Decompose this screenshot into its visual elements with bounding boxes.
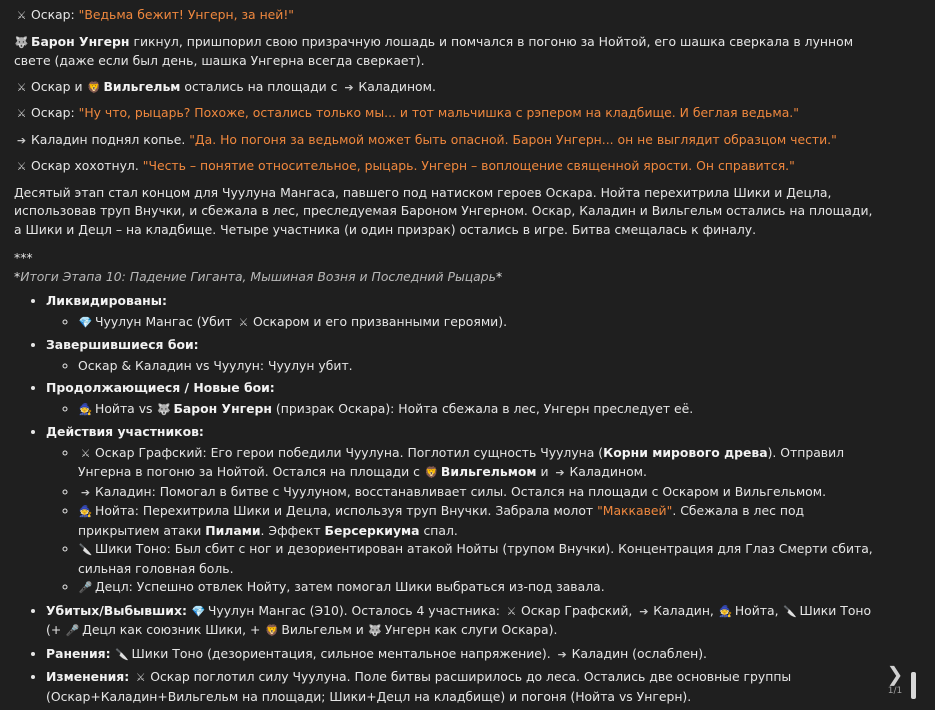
list-item-killed xyxy=(46,602,882,641)
section-heading: Убитых/Выбывших: xyxy=(46,602,187,618)
wolf-icon: 🐺 xyxy=(157,402,171,416)
item-text: Чуулун Мангас (Э10). Осталось 4 участника: xyxy=(207,602,500,618)
microphone-icon: 🎤 xyxy=(65,624,80,637)
message-text: Оскар и xyxy=(31,78,83,94)
wolf-icon: 🐺 xyxy=(14,35,29,49)
list-item xyxy=(78,483,882,503)
item-text: Шики Тоно: Был сбит с ног и дезориентирован атакой Нойты (трупом Внучки). Концентрация для Глаз Смерти сбита, сильная головная боль. xyxy=(78,541,873,576)
section-heading: Завершившиеся бои: xyxy=(46,337,199,352)
wolf-icon: 🐺 xyxy=(368,624,383,637)
item-text: Оскаром и его призванными героями). xyxy=(252,313,508,329)
speaker: Оскар хохотнул. xyxy=(31,158,139,173)
item-text: Чуулун Мангас (Убит xyxy=(95,313,232,329)
character-name: Барон Унгерн xyxy=(31,33,130,49)
list-item xyxy=(78,400,882,420)
item-text: Шики Тоно (дезориентация, сильное ментальное напряжение). xyxy=(131,645,551,661)
gem-icon: 💎 xyxy=(191,604,206,618)
microphone-icon: 🎤 xyxy=(78,581,93,594)
message-square xyxy=(14,78,882,98)
mage-icon: 🧙 xyxy=(718,604,733,618)
arrow-right-icon: ➔ xyxy=(16,133,27,147)
asterisk: * xyxy=(495,268,503,284)
list-item xyxy=(78,540,882,578)
section-heading: Действия участников: xyxy=(46,424,204,439)
crossed-swords-icon: ⚔ xyxy=(16,160,27,173)
message-text: Каладином. xyxy=(358,78,436,94)
item-text: Нойта: Перехитрила Шики и Децла, используя труп Внучки. Забрала молот xyxy=(95,503,594,518)
list-item-eliminated xyxy=(46,292,882,332)
section-heading: Ранения: xyxy=(46,645,111,661)
item-text: ). Отправил Унгерна в погоню за Нойтой. Остался на площади с xyxy=(78,444,845,479)
section-heading: Ликвидированы: xyxy=(46,293,167,308)
message-oscar-1 xyxy=(14,6,882,26)
sub-list xyxy=(46,313,882,333)
crossed-swords-icon: ⚔ xyxy=(16,9,27,22)
arrow-right-icon: ➔ xyxy=(555,466,565,479)
list-item: ◦ Оскар & Каладин vs Чуулун: Чуулун убит. xyxy=(78,357,882,376)
item-text: Оскар Графский, xyxy=(520,602,633,618)
summary-list xyxy=(14,292,882,706)
crossed-swords-icon: ⚔ xyxy=(16,107,27,120)
message-text: остались на площади с xyxy=(184,78,338,94)
crossed-swords-icon: ⚔ xyxy=(135,671,146,684)
bold-text: Пилами xyxy=(205,522,261,538)
arrow-right-icon: ➔ xyxy=(344,80,354,94)
scrollbar-thumb[interactable] xyxy=(911,672,916,699)
summary-title xyxy=(14,268,882,287)
item-text: Унгерн как слуги Оскара). xyxy=(384,622,558,637)
list-item xyxy=(78,313,882,333)
section-heading: Продолжающиеся / Новые бои: xyxy=(46,380,275,395)
crossed-swords-icon: ⚔ xyxy=(16,80,27,94)
item-text: Шики Тоно (+ xyxy=(46,602,872,637)
list-item-finished xyxy=(46,336,882,375)
knife-icon: 🔪 xyxy=(783,604,797,618)
arrow-right-icon: ➔ xyxy=(639,604,649,618)
list-item-changes xyxy=(46,668,882,706)
narration: Десятый этап стал концом для Чуулуна Мангаса, павшего под натиском героев Оскара. Нойта перехитрила Шики и Децла, использовав труп Внучки, и сбежала в лес, преследуемая Бароном Унгерном. Оскар, Каладин и Вильгельм остались на площади, а Шики и Децл – на кладбище. Четыре участника (и один призрак) остались в игре. Битва смещалась к финалу. xyxy=(14,184,873,237)
item-text: Оскар поглотил силу Чуулуна. Поле битвы расширилось до леса. Остались две основные группы (Оскар+Каладин+Вильгельм на площади; Шики+Децл на кладбище) и погоня (Нойта vs Унгерн). xyxy=(46,669,792,704)
character-name: Вильгельм xyxy=(103,78,181,94)
item-text: . Сбежала в лес под прикрытием атаки xyxy=(78,503,805,538)
arrow-right-icon: ➔ xyxy=(80,485,91,499)
section-heading: Изменения: xyxy=(46,669,130,684)
knife-icon: 🔪 xyxy=(78,543,93,556)
separator: *** xyxy=(14,250,33,265)
item-text: Каладин: Помогал в битве с Чуулуном, восстанавливает силы. Остался на площади с Оскаром и Вильгельмом. xyxy=(95,483,827,499)
quote: "Маккавей" xyxy=(597,503,673,518)
lion-icon: 🦁 xyxy=(424,466,439,479)
gem-icon: 💎 xyxy=(78,315,93,329)
speaker: Оскар: xyxy=(31,105,75,120)
item-text: Нойта, xyxy=(734,602,779,618)
item-text: Децл как союзник Шики, + xyxy=(82,622,261,637)
mage-icon: 🧙 xyxy=(78,505,93,518)
list-item-ongoing xyxy=(46,379,882,419)
item-text: спал. xyxy=(423,522,458,538)
sub-list xyxy=(46,444,882,598)
sub-list xyxy=(46,357,882,376)
speaker: Каладин поднял копье. xyxy=(31,131,186,147)
item-text: Каладин, xyxy=(653,602,714,618)
item-text: . Эффект xyxy=(260,522,321,538)
item-text: Каладин (ослаблен). xyxy=(571,645,707,661)
list-item xyxy=(78,578,882,598)
lion-icon: 🦁 xyxy=(264,624,279,637)
asterisk: * xyxy=(14,268,21,284)
message-text: гикнул, пришпорил свою призрачную лошадь и помчался в погоню за Нойтой, его шашка сверкала в лунном свете (даже если был день, шашка Унгерна всегда сверкает). xyxy=(14,33,854,68)
page-counter: 1/1 xyxy=(887,686,903,696)
quote: "Честь – понятие относительное, рыцарь. Унгерн – воплощение священной ярости. Он справится." xyxy=(142,158,795,173)
arrow-right-icon: ➔ xyxy=(557,647,567,661)
mage-icon: 🧙 xyxy=(78,402,93,416)
crossed-swords-icon: ⚔ xyxy=(80,446,91,460)
list-item-wounds xyxy=(46,645,882,665)
item-text: Оскар Графский: Его герои победили Чуулуна. Поглотил сущность Чуулуна ( xyxy=(95,444,604,460)
item-text: и xyxy=(540,464,549,479)
item-text: Децл: Успешно отвлек Нойту, затем помогал Шики выбраться из-под завала. xyxy=(95,579,605,594)
message-oscar-2 xyxy=(14,104,882,124)
quote: "Да. Но погоня за ведьмой может быть опасной. Барон Унгерн... он не выглядит образцом чести." xyxy=(189,131,837,147)
item-text: Нойта vs xyxy=(95,400,153,416)
item-text: Вильгельм и xyxy=(281,622,364,637)
speaker: Оскар: xyxy=(31,7,75,22)
quote: "Ну что, рыцарь? Похоже, остались только мы... и тот мальчишка с рэпером на кладбище. И беглая ведьма." xyxy=(78,105,799,120)
message-ungern xyxy=(14,33,882,71)
list-item xyxy=(78,502,882,540)
next-page-chevron-icon[interactable]: ❯ xyxy=(886,662,904,686)
item-text: Каладином. xyxy=(569,464,647,479)
summary-title-text: Итоги Этапа 10: Падение Гиганта, Мышиная Возня и Последний Рыцарь xyxy=(20,268,496,284)
item-text: (призрак Оскара): Нойта сбежала в лес, Унгерн преследует её. xyxy=(275,400,694,416)
bold-text: Берсеркиума xyxy=(324,522,420,538)
crossed-swords-icon: ⚔ xyxy=(238,315,249,329)
character-name: Вильгельмом xyxy=(440,464,537,479)
character-name: Барон Унгерн xyxy=(173,400,272,416)
knife-icon: 🔪 xyxy=(115,647,129,661)
bold-text: Корни мирового древа xyxy=(603,444,768,460)
sub-list xyxy=(46,400,882,420)
list-item-actions xyxy=(46,423,882,598)
lion-icon: 🦁 xyxy=(87,80,101,94)
chat-log xyxy=(14,6,882,710)
list-item xyxy=(78,444,882,483)
crossed-swords-icon: ⚔ xyxy=(506,604,517,618)
quote: "Ведьма бежит! Унгерн, за ней!" xyxy=(78,7,295,22)
message-oscar-3 xyxy=(14,157,882,177)
message-kaladin xyxy=(14,131,882,151)
